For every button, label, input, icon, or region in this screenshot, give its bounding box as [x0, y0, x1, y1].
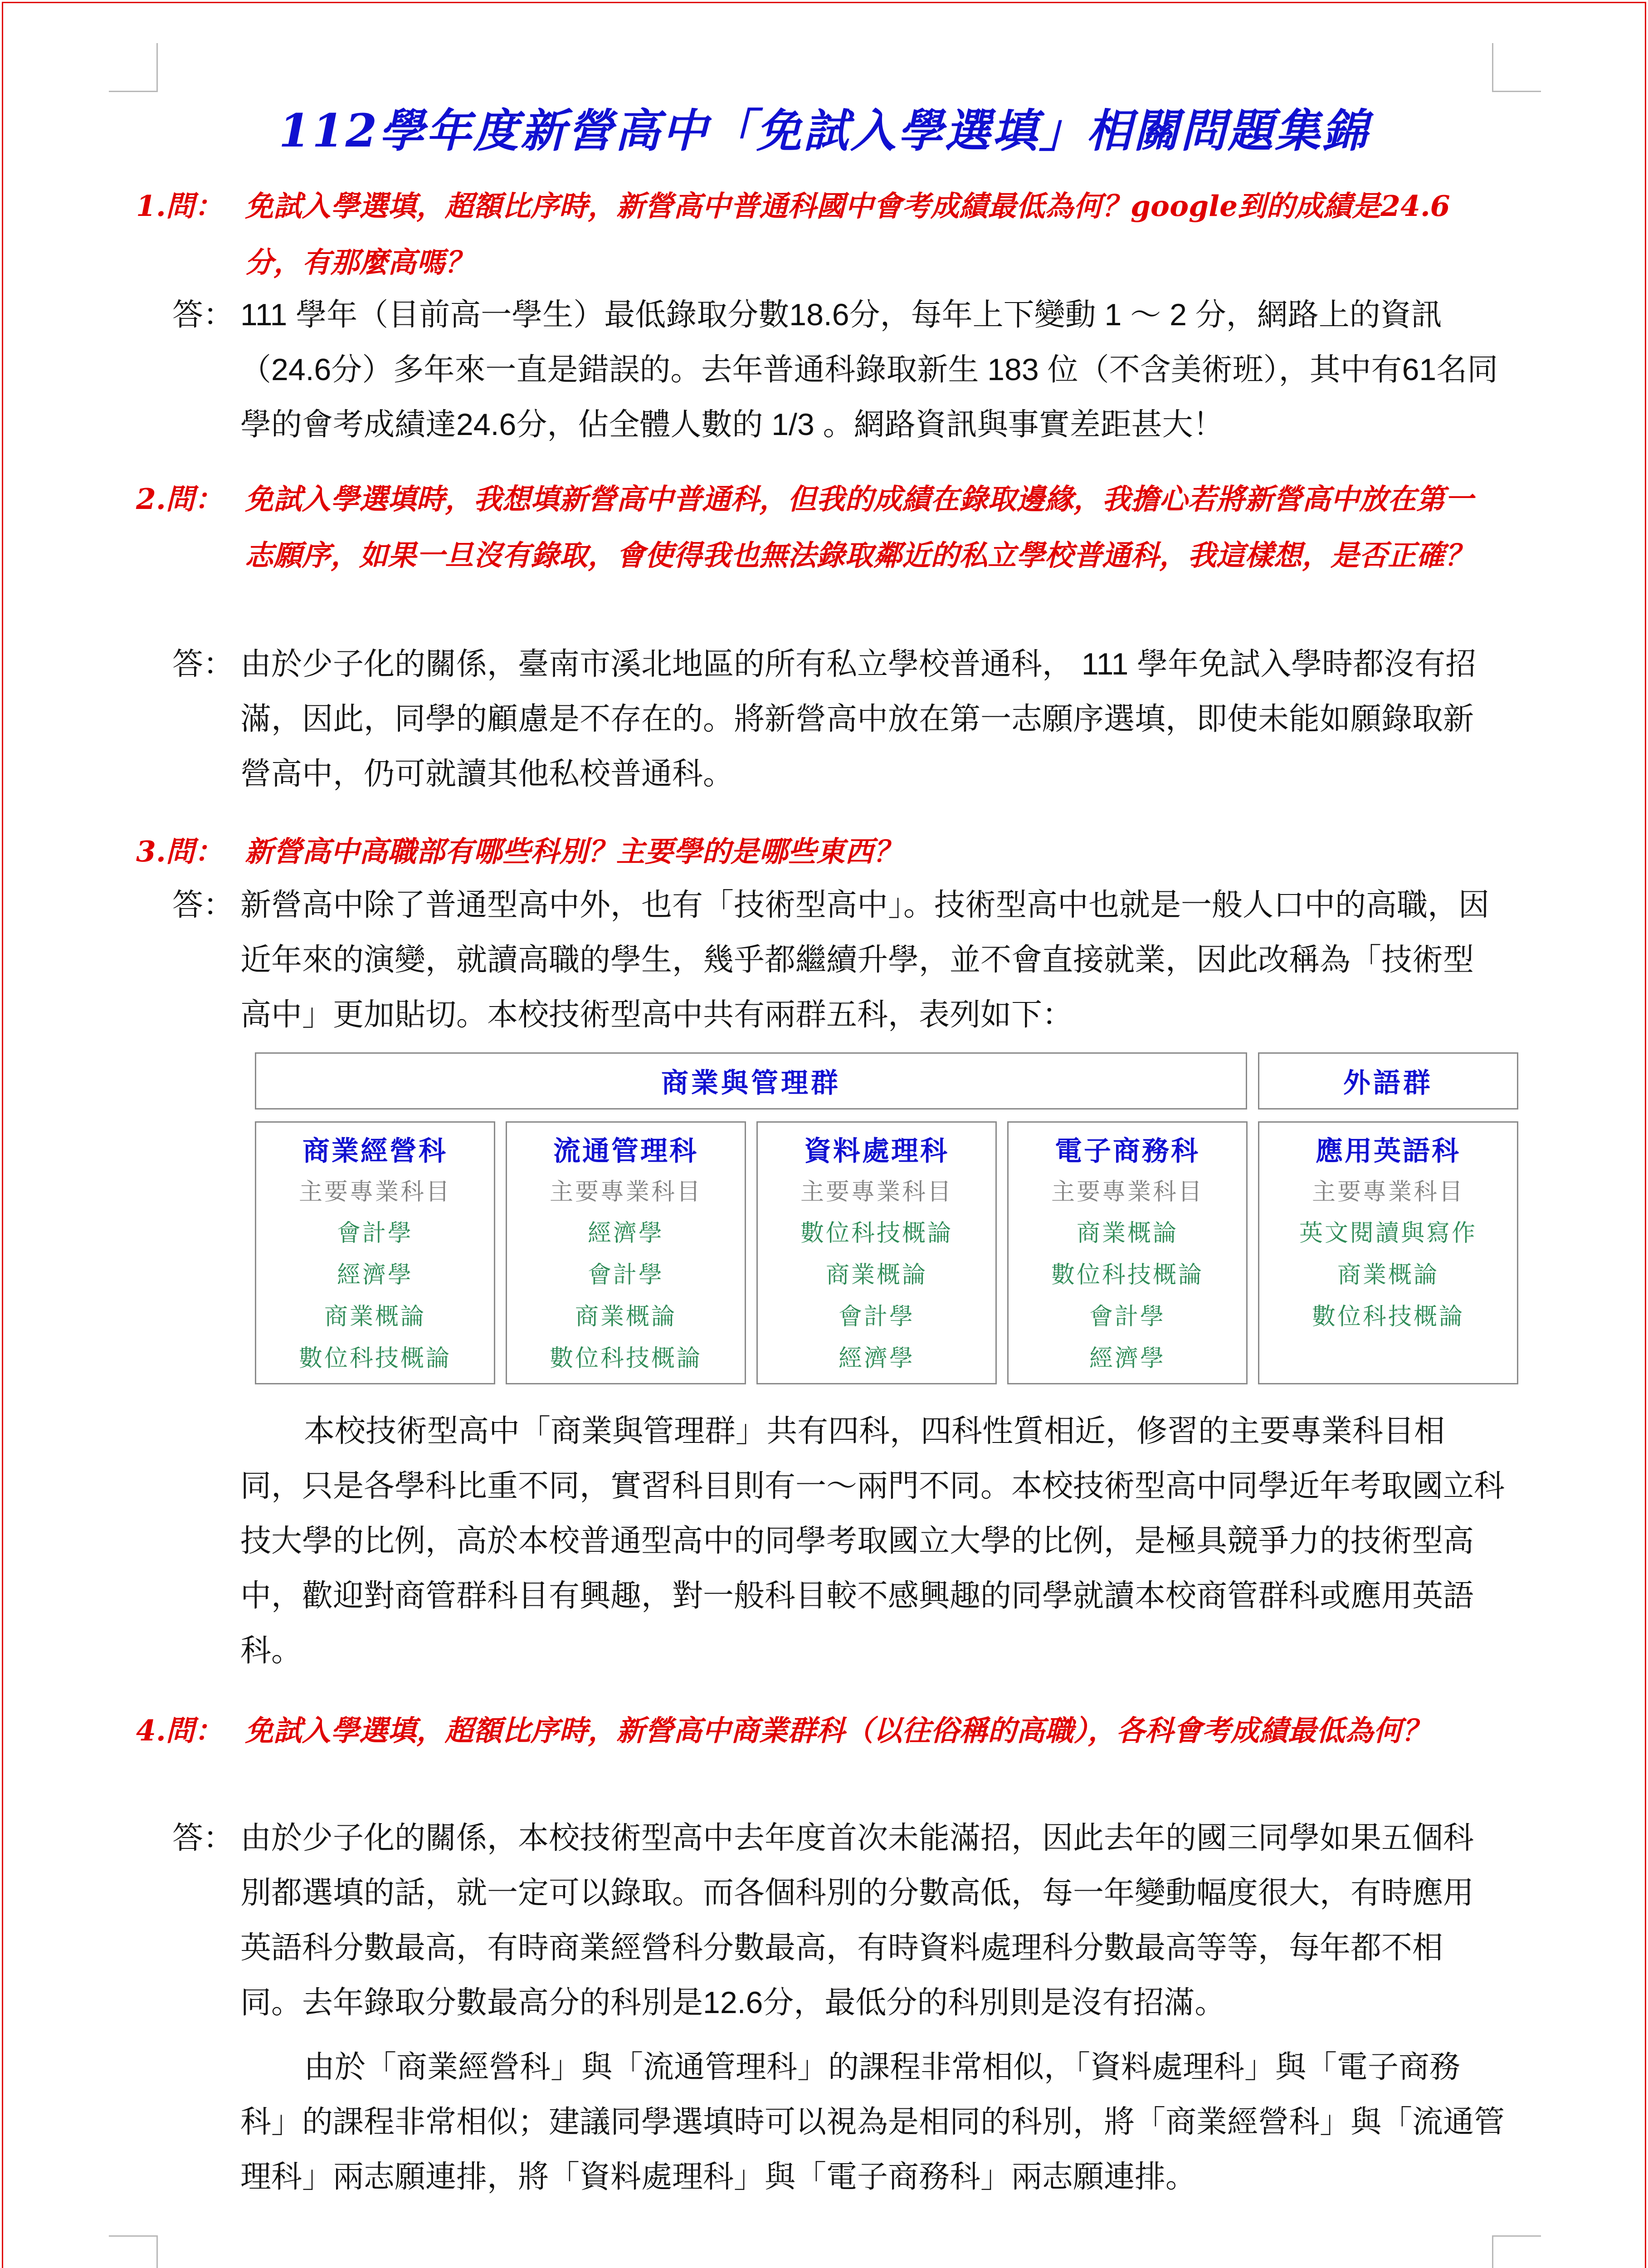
- subject-item: 經濟學: [587, 1220, 664, 1247]
- question-3: [136, 823, 1506, 880]
- answer-3-label: 答：: [172, 888, 234, 922]
- department-name: 資料處理科: [804, 1135, 949, 1167]
- answer-1-label: 答：: [172, 298, 234, 332]
- subject-item: 數位科技概論: [298, 1345, 451, 1372]
- paragraph-4-text: 由於「商業經營科」與「流通管理科」的課程非常相似，「資料處理科」與「電子商務科」的課程非常相似；建議同學選填時可以視為是相同的科別，將「商業經營科」與「流通管理科」兩志願連排，將「資料處理科」與「電子商務科」兩志願連排。: [240, 2050, 1505, 2194]
- subject-item: 會計學: [587, 1261, 664, 1289]
- subject-item: 英文閱讀與寫作: [1299, 1220, 1477, 1247]
- subject-item: 會計學: [838, 1303, 915, 1330]
- crop-mark-top-left: [109, 43, 158, 92]
- paragraph-3-text: 本校技術型高中「商業與管理群」共有四科，四科性質相近，修習的主要專業科目相同，只是各學科比重不同，實習科目則有一～兩門不同。本校技術型高中同學近年考取國立科技大學的比例，高於本校普通型高中的同學考取國立大學的比例，是極具競爭力的技術型高中，歡迎對商管群科目有興趣，對一般科目較不感興趣的同學就讀本校商管群科或應用英語科。: [240, 1414, 1505, 1668]
- column-subheader: 主要專業科目: [1051, 1178, 1204, 1206]
- department-name: 流通管理科: [553, 1135, 698, 1167]
- subject-item: 經濟學: [1089, 1345, 1165, 1372]
- question-4-number: 4.問：: [136, 1714, 223, 1747]
- answer-2-label: 答：: [172, 647, 234, 681]
- subject-item: 商業概論: [1076, 1220, 1178, 1247]
- crop-mark-top-right: [1492, 43, 1541, 92]
- subject-item: 會計學: [1089, 1303, 1165, 1330]
- column-subheader: 主要專業科目: [800, 1178, 953, 1206]
- answer-3: [172, 878, 1503, 1042]
- question-2-number: 2.問：: [136, 482, 223, 516]
- table-group-language-header: 外語群: [1258, 1052, 1518, 1110]
- paragraph-4: [240, 2040, 1506, 2204]
- question-2-text: 免試入學選填時，我想填新營高中普通科，但我的成績在錄取邊緣，我擔心若將新營高中放在第一志願序，如果一旦沒有錄取，會使得我也無法錄取鄰近的私立學校普通科，我這樣想，是否正確？: [245, 482, 1473, 572]
- column-subheader: 主要專業科目: [549, 1178, 702, 1206]
- subject-item: 數位科技概論: [1051, 1261, 1204, 1289]
- answer-3-text: 新營高中除了普通型高中外，也有「技術型高中」。技術型高中也就是一般人口中的高職，因近年來的演變，就讀高職的學生，幾乎都繼續升學，並不會直接就業，因此改稱為「技術型高中」更加貼切。本校技術型高中共有兩群五科，表列如下：: [240, 888, 1490, 1032]
- subject-item: 數位科技概論: [549, 1345, 702, 1372]
- answer-4: [172, 1811, 1503, 2030]
- table-column: [255, 1121, 495, 1384]
- subject-item: 商業概論: [825, 1261, 927, 1289]
- crop-mark-bottom-right: [1492, 2235, 1541, 2268]
- question-3-text: 新營高中高職部有哪些科別？主要學的是哪些東西？: [245, 835, 902, 868]
- table-column: [756, 1121, 997, 1384]
- column-subheader: 主要專業科目: [1312, 1178, 1464, 1206]
- answer-2: [172, 637, 1503, 802]
- answer-1-text: 111 學年（目前高一學生）最低錄取分數18.6分，每年上下變動 1 ～ 2 分，網路上的資訊（24.6分）多年來一直是錯誤的。去年普通科錄取新生 183 位（不含美術班），其中有61名同學的會考成績達24.6分，佔全體人數的 1/3 。網路資訊與事實差距甚大！: [240, 298, 1498, 442]
- question-1: [136, 178, 1506, 290]
- subject-item: 數位科技概論: [800, 1220, 953, 1247]
- department-name: 應用英語科: [1316, 1135, 1461, 1167]
- subject-item: 商業概論: [324, 1303, 426, 1330]
- table-column: [506, 1121, 746, 1384]
- department-name: 商業經營科: [302, 1135, 448, 1167]
- subject-item: 商業概論: [575, 1303, 677, 1330]
- question-3-number: 3.問：: [136, 835, 223, 868]
- question-1-number: 1.問：: [136, 189, 223, 223]
- answer-4-label: 答：: [172, 1821, 234, 1855]
- question-1-text: 免試入學選填，超額比序時，新營高中普通科國中會考成績最低為何？google到的成績是24.6分，有那麼高嗎？: [245, 189, 1450, 279]
- question-4-text: 免試入學選填，超額比序時，新營高中商業群科（以往俗稱的高職），各科會考成績最低為何？: [245, 1714, 1431, 1747]
- question-2: [136, 471, 1506, 583]
- department-name: 電子商務科: [1055, 1135, 1200, 1167]
- subject-item: 數位科技概論: [1312, 1303, 1464, 1330]
- crop-mark-bottom-left: [109, 2235, 158, 2268]
- subject-item: 經濟學: [336, 1261, 413, 1289]
- subject-item: 會計學: [336, 1220, 413, 1247]
- page-title: 112學年度新營高中「免試入學選填」相關問題集錦: [278, 104, 1370, 157]
- subject-item: 經濟學: [838, 1345, 915, 1372]
- question-4: [136, 1702, 1506, 1759]
- table-column: [1258, 1121, 1518, 1384]
- table-group-business-header: 商業與管理群: [255, 1052, 1247, 1110]
- subject-item: 商業概論: [1337, 1261, 1439, 1289]
- table-column: [1007, 1121, 1248, 1384]
- answer-2-text: 由於少子化的關係，臺南市溪北地區的所有私立學校普通科， 111 學年免試入學時都沒有招滿，因此，同學的顧慮是不存在的。將新營高中放在第一志願序選填，即使未能如願錄取新營高中，仍可就讀其他私校普通科。: [240, 647, 1477, 791]
- column-subheader: 主要專業科目: [298, 1178, 451, 1206]
- paragraph-3: [240, 1404, 1506, 1678]
- answer-1: [172, 288, 1503, 452]
- answer-4-text: 由於少子化的關係，本校技術型高中去年度首次未能滿招，因此去年的國三同學如果五個科別都選填的話，就一定可以錄取。而各個科別的分數高低，每一年變動幅度很大，有時應用英語科分數最高，有時商業經營科分數最高，有時資料處理科分數最高等等，每年都不相同。去年錄取分數最高分的科別是12.6分，最低分的科別則是沒有招滿。: [240, 1821, 1474, 2020]
